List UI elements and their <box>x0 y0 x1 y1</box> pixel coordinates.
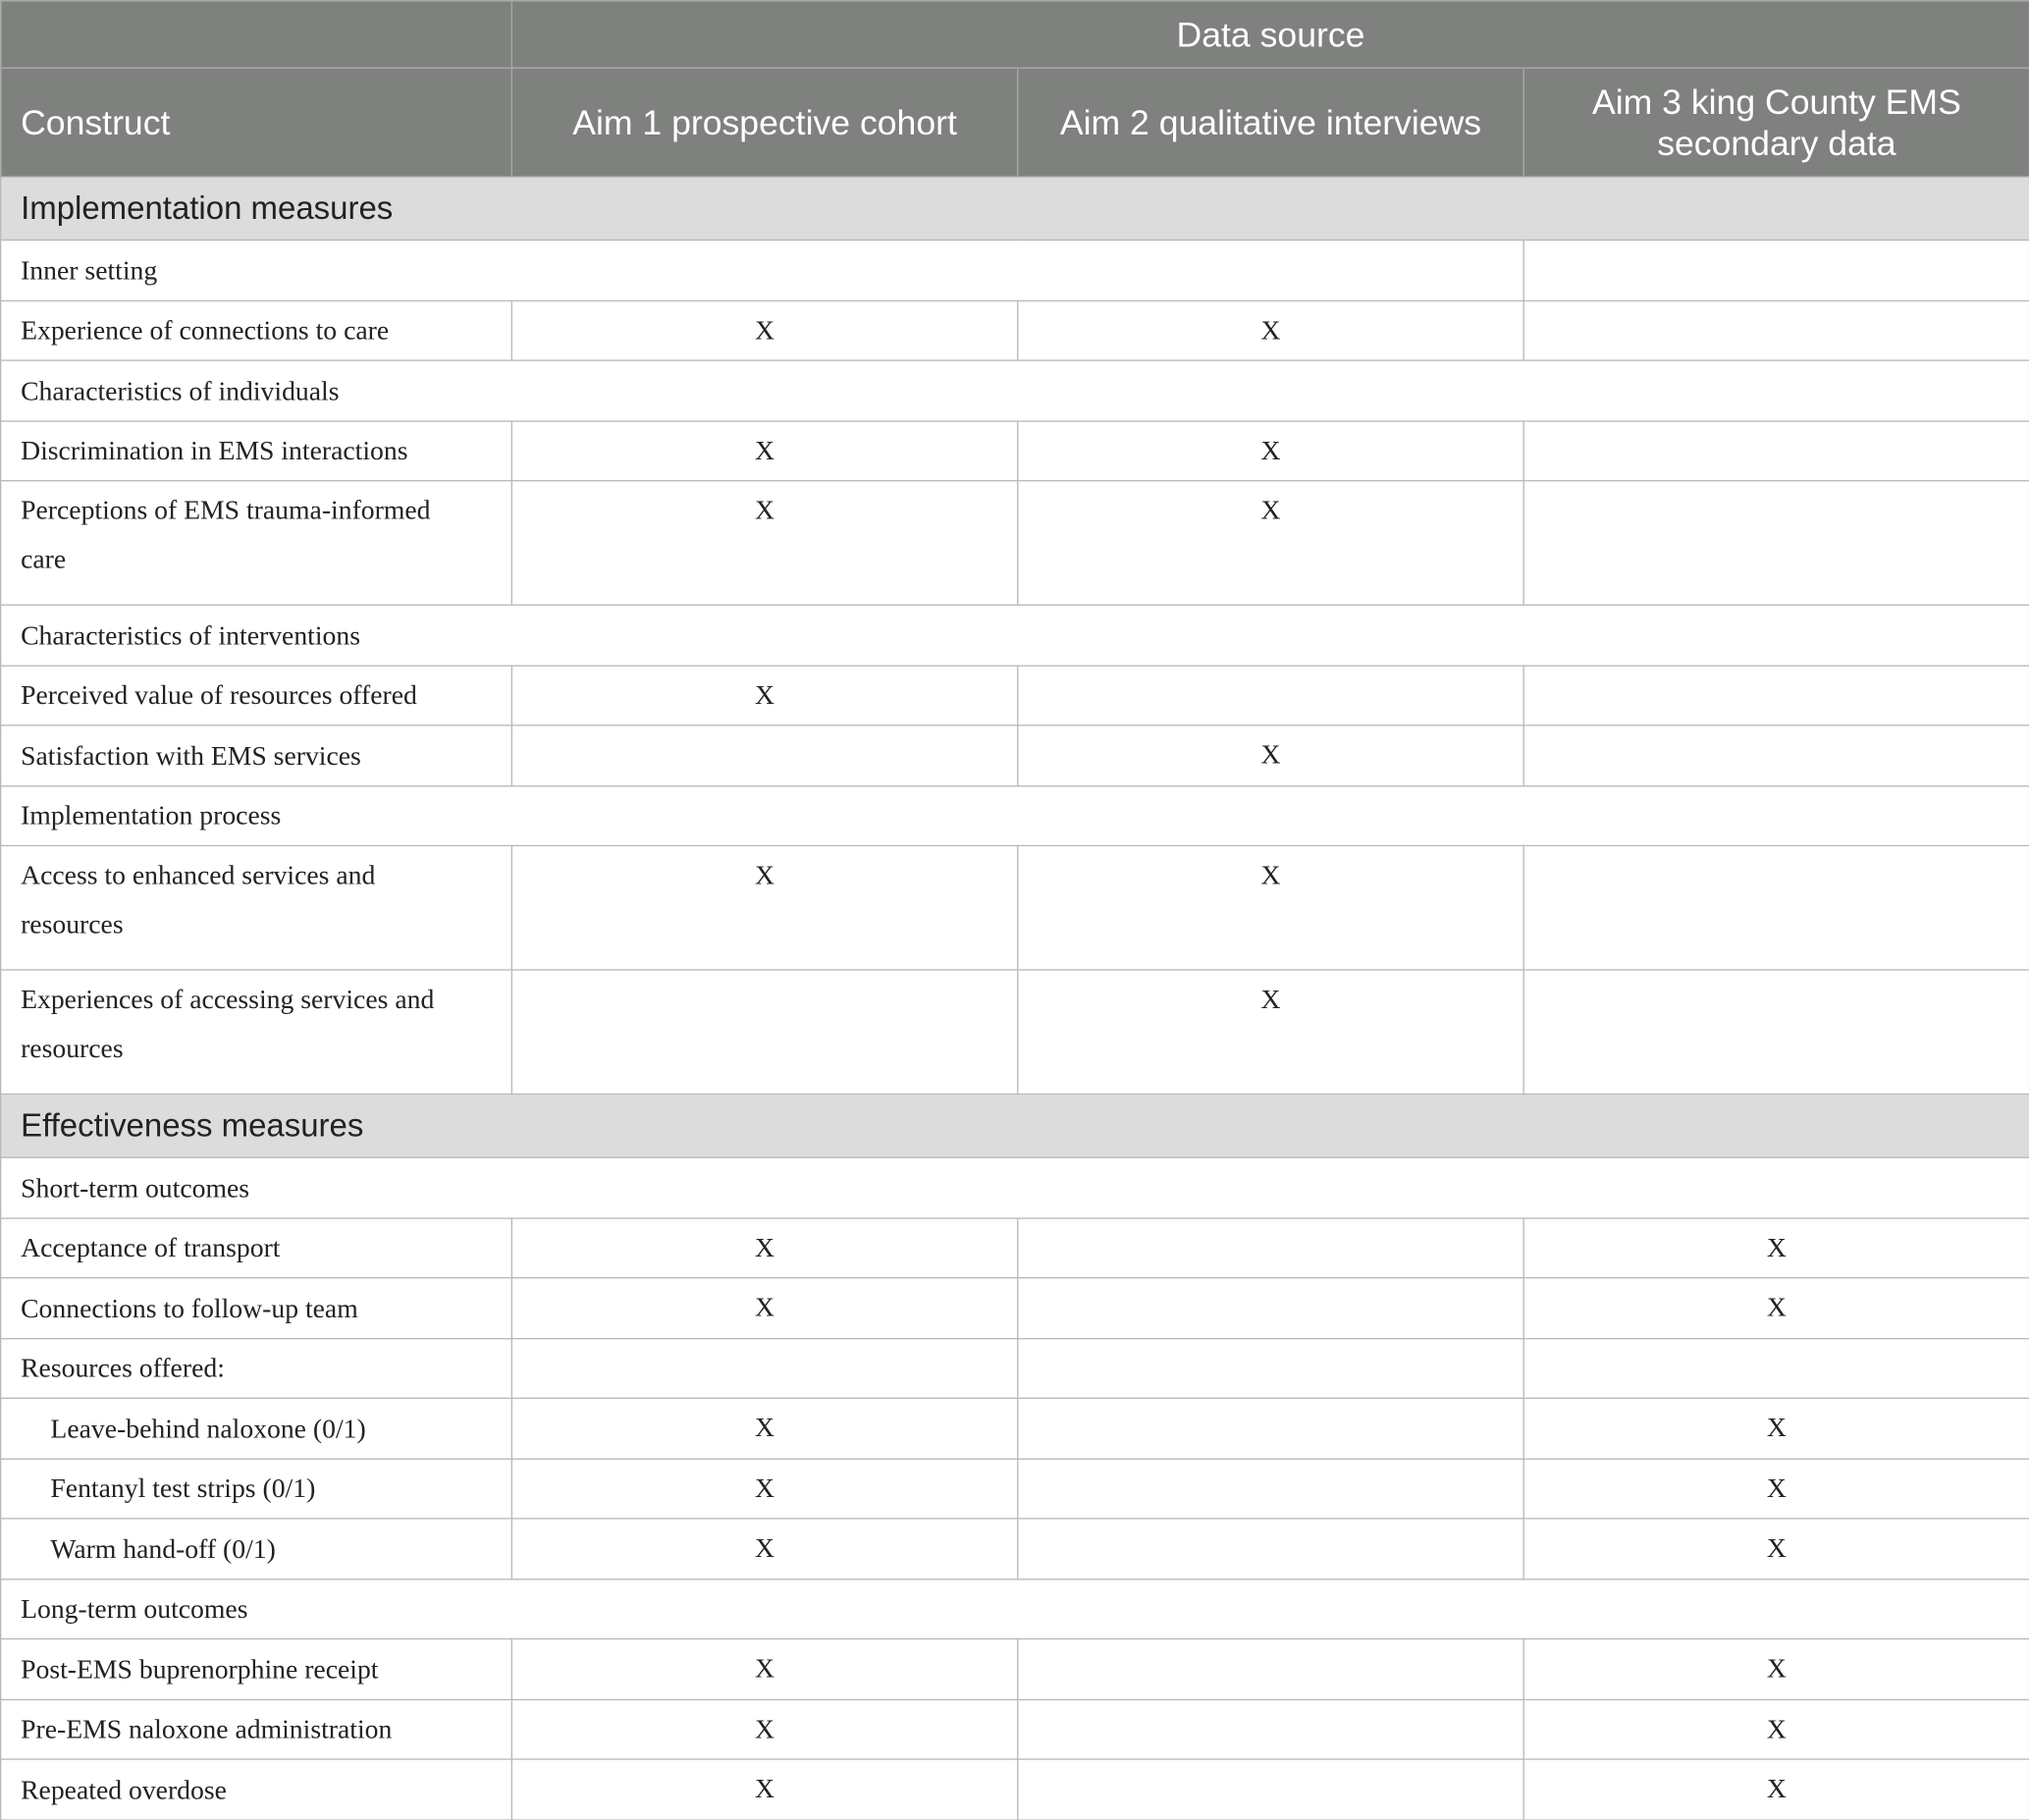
empty-cell <box>1523 725 2029 785</box>
row-label: Repeated overdose <box>1 1759 512 1819</box>
aim3-heading: Aim 3 king County EMS secondary data <box>1523 68 2029 177</box>
subheading-inner-setting: Inner setting <box>1 241 1524 300</box>
subheading-short-term: Short-term outcomes <box>1 1157 2029 1217</box>
empty-cell <box>511 970 1017 1095</box>
empty-cell <box>1018 1759 1523 1819</box>
table-row <box>1 1398 2029 1458</box>
row-label-line2: care <box>21 543 67 575</box>
header-row-group <box>1 1 2029 69</box>
empty-cell <box>1018 1519 1523 1579</box>
empty-cell <box>1018 1459 1523 1519</box>
row-label: Acceptance of transport <box>1 1217 512 1277</box>
mark-aim3: X <box>1523 1759 2029 1819</box>
subheading-characteristics-interventions: Characteristics of interventions <box>1 605 2029 665</box>
mark-aim1: X <box>511 1459 1017 1519</box>
row-label: Warm hand-off (0/1) <box>1 1519 512 1579</box>
table-row <box>1 970 2029 1095</box>
empty-cell <box>1523 1338 2029 1398</box>
subheading-long-term: Long-term outcomes <box>1 1579 2029 1638</box>
row-label: Resources offered: <box>1 1338 512 1398</box>
row-label-line2: resources <box>21 908 124 940</box>
row-label: Connections to follow-up team <box>1 1278 512 1338</box>
row-label-line2: resources <box>21 1032 124 1064</box>
empty-cell <box>1523 241 2029 300</box>
header-row-columns <box>1 68 2029 177</box>
mark-aim1: X <box>511 420 1017 480</box>
subheading-implementation-process: Implementation process <box>1 785 2029 845</box>
mark-aim1: X <box>511 845 1017 970</box>
row-label-line1: Access to enhanced services and <box>21 859 376 890</box>
section-row <box>1 1095 2029 1158</box>
table-row <box>1 1459 2029 1519</box>
subheading-characteristics-individuals: Characteristics of individuals <box>1 360 2029 420</box>
table-row <box>1 725 2029 785</box>
empty-cell <box>1523 300 2029 360</box>
section-heading-effectiveness: Effectiveness measures <box>1 1095 2029 1158</box>
row-label: Experience of connections to care <box>1 300 512 360</box>
mark-aim1: X <box>511 1278 1017 1338</box>
empty-cell <box>1018 1398 1523 1458</box>
table-row <box>1 1217 2029 1277</box>
empty-cell <box>1523 666 2029 725</box>
mark-aim2: X <box>1018 970 1523 1095</box>
row-label: Pre-EMS naloxone administration <box>1 1699 512 1759</box>
header-blank-cell <box>1 1 512 69</box>
mark-aim1: X <box>511 666 1017 725</box>
construct-heading: Construct <box>1 68 512 177</box>
empty-cell <box>1523 481 2029 606</box>
mark-aim1: X <box>511 1699 1017 1759</box>
mark-aim3: X <box>1523 1459 2029 1519</box>
table-row <box>1 845 2029 970</box>
mark-aim1: X <box>511 1639 1017 1699</box>
row-label: Fentanyl test strips (0/1) <box>1 1459 512 1519</box>
row-label <box>1 481 512 606</box>
mark-aim1: X <box>511 1759 1017 1819</box>
subheading-row <box>1 241 2029 300</box>
table-row <box>1 1759 2029 1819</box>
mark-aim3: X <box>1523 1639 2029 1699</box>
row-label-line1: Perceptions of EMS trauma-informed <box>21 494 431 526</box>
table-row <box>1 1519 2029 1579</box>
mark-aim1: X <box>511 300 1017 360</box>
mark-aim3: X <box>1523 1278 2029 1338</box>
empty-cell <box>1523 420 2029 480</box>
table-row <box>1 1338 2029 1398</box>
empty-cell <box>1018 666 1523 725</box>
subheading-row <box>1 605 2029 665</box>
section-row <box>1 177 2029 241</box>
empty-cell <box>1018 1338 1523 1398</box>
mark-aim1: X <box>511 1217 1017 1277</box>
mark-aim3: X <box>1523 1519 2029 1579</box>
row-label: Perceived value of resources offered <box>1 666 512 725</box>
empty-cell <box>1018 1699 1523 1759</box>
table-row <box>1 666 2029 725</box>
mark-aim2: X <box>1018 725 1523 785</box>
mark-aim1: X <box>511 1519 1017 1579</box>
section-heading-implementation: Implementation measures <box>1 177 2029 241</box>
table-row <box>1 481 2029 606</box>
row-label <box>1 970 512 1095</box>
table-row <box>1 1699 2029 1759</box>
data-source-heading: Data source <box>511 1 2029 69</box>
row-label <box>1 845 512 970</box>
mark-aim2: X <box>1018 300 1523 360</box>
subheading-row <box>1 1579 2029 1638</box>
table-row <box>1 1639 2029 1699</box>
mark-aim2: X <box>1018 481 1523 606</box>
empty-cell <box>1018 1217 1523 1277</box>
mark-aim1: X <box>511 1398 1017 1458</box>
row-label: Satisfaction with EMS services <box>1 725 512 785</box>
mark-aim2: X <box>1018 420 1523 480</box>
empty-cell <box>1523 970 2029 1095</box>
row-label: Post-EMS buprenorphine receipt <box>1 1639 512 1699</box>
empty-cell <box>1018 1639 1523 1699</box>
subheading-row <box>1 360 2029 420</box>
table-row <box>1 300 2029 360</box>
subheading-row <box>1 1157 2029 1217</box>
row-label-line1: Experiences of accessing services and <box>21 983 435 1015</box>
row-label: Leave-behind naloxone (0/1) <box>1 1398 512 1458</box>
empty-cell <box>1018 1278 1523 1338</box>
aim1-heading: Aim 1 prospective cohort <box>511 68 1017 177</box>
mark-aim1: X <box>511 481 1017 606</box>
empty-cell <box>511 1338 1017 1398</box>
mark-aim3: X <box>1523 1398 2029 1458</box>
aim2-heading: Aim 2 qualitative interviews <box>1018 68 1523 177</box>
table-row <box>1 1278 2029 1338</box>
empty-cell <box>511 725 1017 785</box>
table-row <box>1 420 2029 480</box>
empty-cell <box>1523 845 2029 970</box>
mark-aim3: X <box>1523 1699 2029 1759</box>
subheading-row <box>1 785 2029 845</box>
mark-aim3: X <box>1523 1217 2029 1277</box>
row-label: Discrimination in EMS interactions <box>1 420 512 480</box>
mark-aim2: X <box>1018 845 1523 970</box>
